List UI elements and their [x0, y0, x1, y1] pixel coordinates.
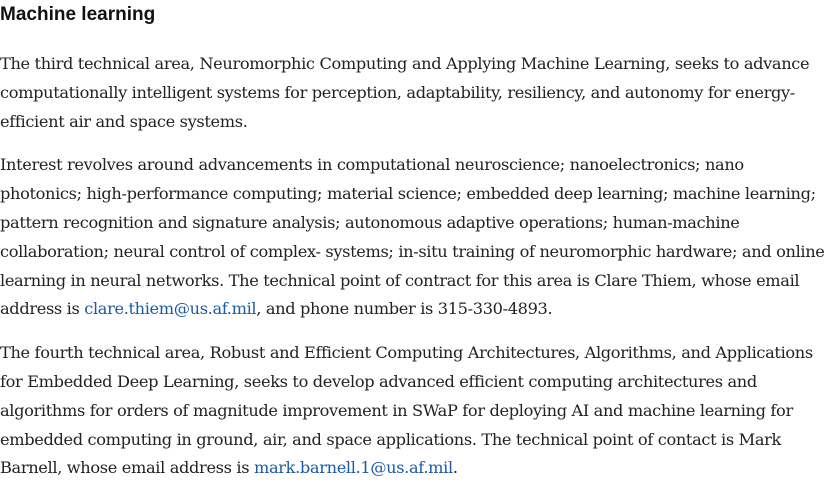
paragraph-interests-phone-text: , and phone number is 315-330-4893. — [256, 299, 553, 319]
email-link-mark-barnell[interactable]: mark.barnell.1@us.af.mil — [253, 458, 453, 478]
paragraph-interests — [0, 151, 830, 324]
paragraph-fourth-technical-area — [0, 339, 830, 483]
email-link-clare-thiem[interactable]: clare.thiem@us.af.mil — [84, 299, 257, 319]
section-heading: Machine learning — [0, 4, 156, 25]
paragraph-fourth-text: The fourth technical area, Robust and Efficient Computing Architectures, Algorithms, and Applications for Embedded Deep Learning, seeks to develop advanced efficient computing architectures and algorithms for orders of magnitude improvement in SWaP for deploying AI and machine learning for embedded computing in ground, air, and space applications. The technical point of contact is Mark Barnell, whose email address is — [0, 343, 813, 478]
paragraph-third-technical-area: The third technical area, Neuromorphic Computing and Applying Machine Learning, seeks to advance computationally intelligent systems for perception, adaptability, resiliency, and autonomy for energy-efficient air and space systems. — [0, 54, 810, 131]
paragraph-interests-text: Interest revolves around advancements in computational neuroscience; nanoelectronics; nano photonics; high-performance computing; material science; embedded deep learning; machine learning; pattern recognition and signature analysis; autonomous adaptive operations; human-machine collaboration; neural control of complex- systems; in-situ training of neuromorphic hardware; and online learning in neural networks. The technical point of contract for this area is Clare Thiem, whose email address is — [0, 155, 825, 319]
paragraph-fourth-end: . — [452, 458, 458, 478]
